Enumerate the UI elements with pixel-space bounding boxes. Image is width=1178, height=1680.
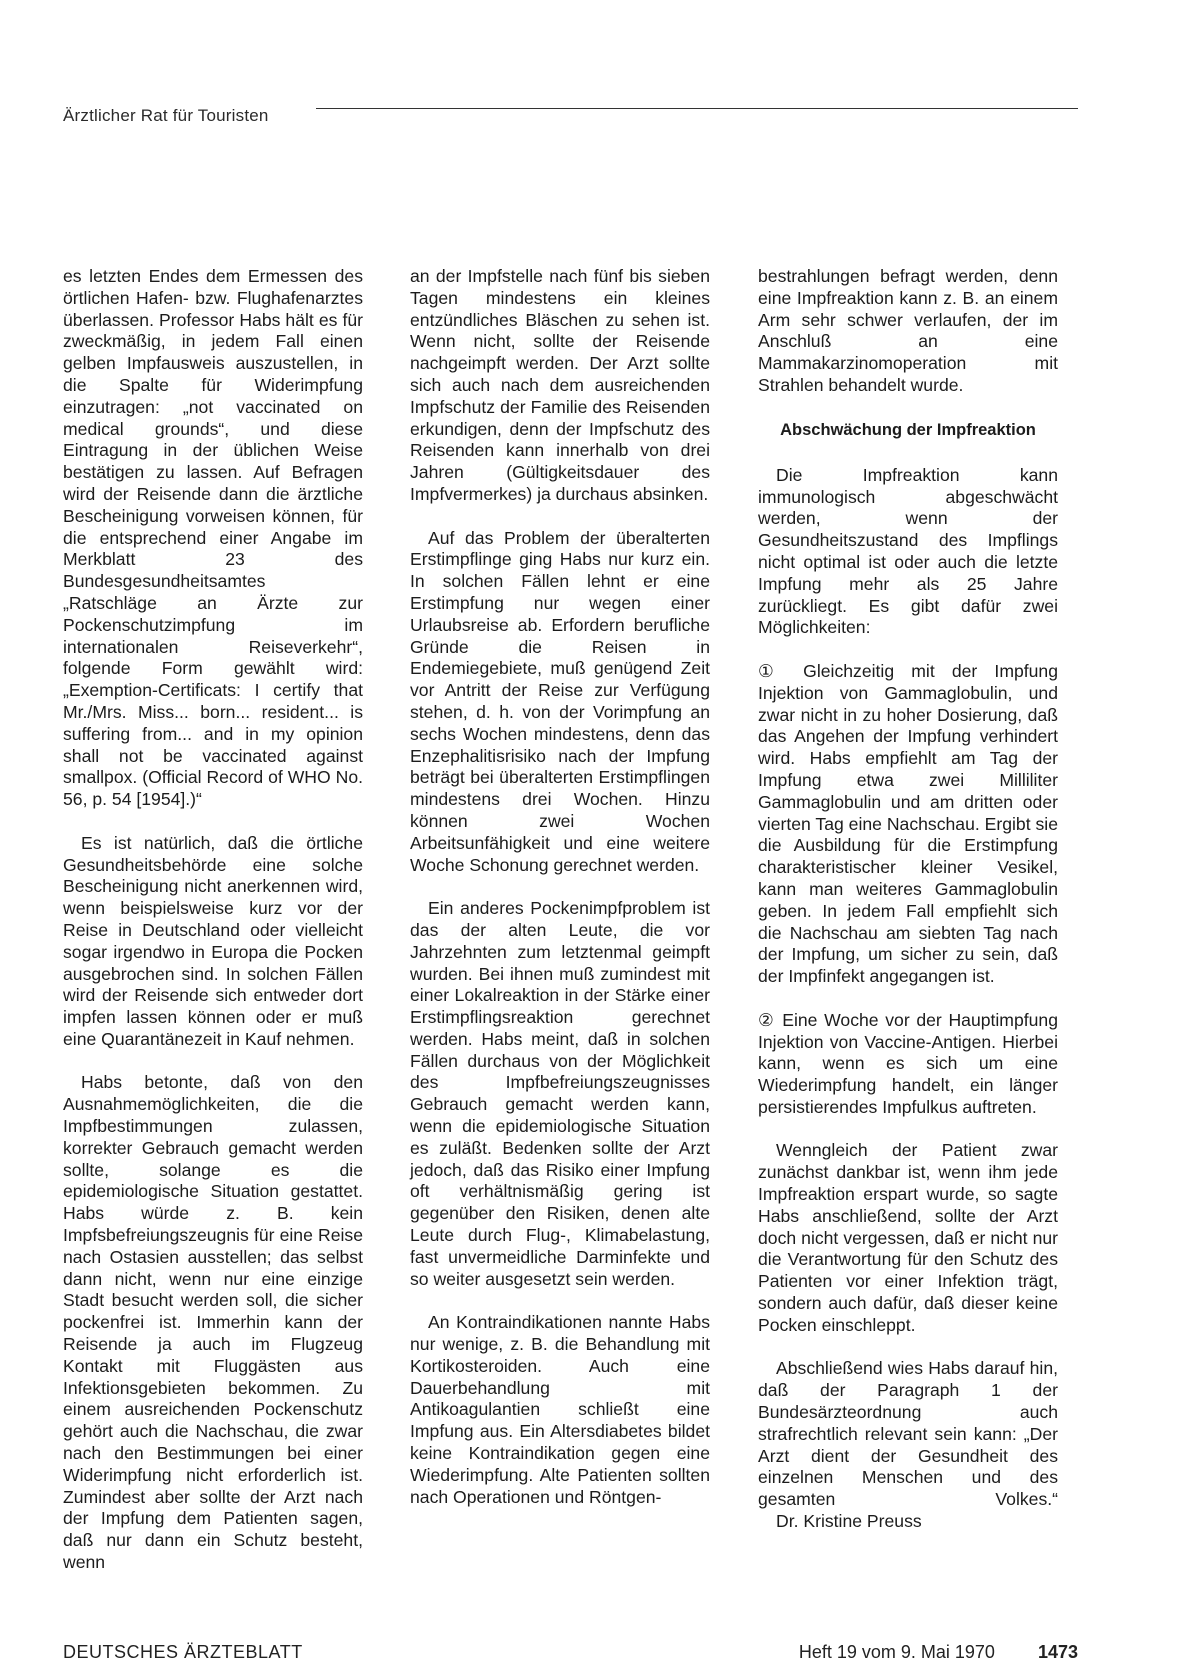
paragraph: ② Eine Woche vor der Hauptimpfung Injektion von Vaccine-Antigen. Hierbei kann, wenn es sich um eine Wiederimpfung handelt, ein länger persistierendes Impfulkus auftreten.: [758, 1009, 1058, 1117]
header-rule: [316, 108, 1078, 109]
footer-issue: Heft 19 vom 9. Mai 1970: [798, 1642, 995, 1662]
author-signature: Dr. Kristine Preuss: [776, 1511, 922, 1532]
column-1: [63, 266, 363, 1596]
page-number: 1473: [1037, 1642, 1078, 1662]
paragraph: Auf das Problem der überalterten Erstimpflinge ging Habs nur kurz ein. In solchen Fällen lehnt er eine Erstimpfung nur wegen einer Urlaubsreise ab. Erfordern berufliche Gründe die Reisen in Endemiegebiete, muß genügend Zeit vor Antritt der Reise zur Verfügung stehen, d. h. von der Vorimpfung an sechs Wochen mindestens, denn das Enzephalitisrisiko nach der Impfung beträgt bei überalterten Erstimpflingen mindestens drei Wochen. Hinzu können zwei Wochen Arbeitsunfähigkeit und eine weitere Woche Schonung gerechnet werden.: [410, 527, 710, 875]
footer-journal: DEUTSCHES ÄRZTEBLATT: [63, 1642, 303, 1662]
paragraph: Wenngleich der Patient zwar zunächst dankbar ist, wenn ihm jede Impfreaktion erspart wurde, so sagte Habs anschließend, sollte der Arzt doch nicht vergessen, daß er nicht nur die Verantwortung für den Schutz des Patienten vor einer Infektion trägt, sondern auch dafür, daß dieser keine Pocken einschleppt.: [758, 1140, 1058, 1335]
paragraph: bestrahlungen befragt werden, denn eine Impfreaktion kann z. B. an einem Arm sehr schwer verlaufen, der im Anschluß an eine Mammakarzinomoperation mit Strahlen behandelt wurde.: [758, 266, 1058, 395]
footer-issue-info: [799, 1642, 1078, 1663]
paragraph: Die Impfreaktion kann immunologisch abgeschwächt werden, wenn der Gesundheitszustand des Impflings nicht optimal ist oder auch die letzte Impfung mehr als 25 Jahre zurückliegt. Es gibt dafür zwei Möglichkeiten:: [758, 464, 1058, 638]
running-header-title: Ärztlicher Rat für Touristen: [63, 106, 269, 125]
paragraph: Es ist natürlich, daß die örtliche Gesundheitsbehörde eine solche Bescheinigung nicht anerkennen wird, wenn beispielsweise kurz vor der Reise in Deutschland oder vielleicht sogar irgendwo in Europa die Pocken ausgebrochen sind. In solchen Fällen wird der Reisende sich entweder dort impfen lassen können oder er muß eine Quarantänezeit in Kauf nehmen.: [63, 832, 363, 1049]
column-2: [410, 266, 710, 1530]
paragraph: ① Gleichzeitig mit der Impfung Injektion von Gammaglobulin, und zwar nicht in zu hoher Dosierung, daß das Angehen der Impfung verhindert wird. Habs empfiehlt am Tag der Impfung etwa zwei Milliliter Gammaglobulin und am dritten oder vierten Tag eine Nachschau. Ergibt sie die Ausbildung für die Erstimpfung charakteristischer kleiner Vesikel, kann man weiteres Gammaglobulin geben. In jedem Fall empfiehlt sich die Nachschau am siebten Tag nach der Impfung, um sicher zu sein, daß der Impfinfekt angegangen ist.: [758, 660, 1058, 987]
paragraph: an der Impfstelle nach fünf bis sieben Tagen mindestens ein kleines entzündliches Bläschen zu sehen ist. Wenn nicht, sollte der Reisende nachgeimpft werden. Der Arzt sollte sich auch nach dem ausreichenden Impfschutz der Familie des Reisenden erkundigen, denn der Impfschutz des Reisenden kann innerhalb von drei Jahren (Gültigkeitsdauer des Impfvermerkes) ja durchaus absinken.: [410, 266, 710, 504]
column-3: [758, 266, 1058, 1555]
paragraph: es letzten Endes dem Ermessen des örtlichen Hafen- bzw. Flughafenarztes überlassen. Professor Habs hält es für zweckmäßig, in jedem Fall einen gelben Impfausweis auszustellen, in die Spalte für Widerimpfung einzutragen: „not vaccinated on medical grounds“, und diese Eintragung in der üblichen Weise bestätigen zu lassen. Auf Befragen wird der Reisende dann die ärztliche Bescheinigung vorweisen können, für die entsprechend einer Angabe im Merkblatt 23 des Bundesgesundheitsamtes „Ratschläge an Ärzte zur Pockenschutzimpfung im internationalen Reiseverkehr“, folgende Form gewählt wird: „Exemption-Certificats: I certify that Mr./Mrs. Miss... born... resident... is suffering from... and in my opinion shall not be vaccinated against smallpox. (Official Record of WHO No. 56, p. 54 [1954].)“: [63, 266, 363, 810]
closing-paragraph: [758, 1358, 1058, 1532]
closing-text: Abschließend wies Habs darauf hin, daß der Paragraph 1 der Bundesärzteordnung auch strafrechtlich relevant sein kann: „Der Arzt dient der Gesundheit des einzelnen Menschen und des gesamten Volkes.“: [758, 1358, 1058, 1510]
section-heading: Abschwächung der Impfreaktion: [780, 420, 1036, 439]
paragraph: Ein anderes Pockenimpfproblem ist das der alten Leute, die vor Jahrzehnten zum letztenmal geimpft wurden. Bei ihnen muß zumindest mit einer Lokalreaktion in der Stärke einer Erstimpflingsreaktion gerechnet werden. Habs meint, daß in solchen Fällen durchaus von der Möglichkeit des Impfbefreiungszeugnisses Gebrauch gemacht werden kann, wenn die epidemiologische Situation es zuläßt. Bedenken sollte der Arzt jedoch, daß das Risiko einer Impfung oft verhältnismäßig gering ist gegenüber den Risiken, denen alte Leute durch Flug-, Klimabelastung, fast unvermeidliche Darminfekte und so weiter ausgesetzt sein werden.: [410, 898, 710, 1289]
paragraph: Habs betonte, daß von den Ausnahmemöglichkeiten, die die Impfbestimmungen zulassen, korrekter Gebrauch gemacht werden sollte, solange es die epidemiologische Situation gestattet. Habs würde z. B. kein Impfsbefreiungszeugnis für eine Reise nach Ostasien ausstellen; das selbst dann nicht, wenn nur eine einzige Stadt besucht werden soll, die sicher pockenfrei ist. Immerhin kann der Reisende ja auch im Flugzeug Kontakt mit Fluggästen aus Infektionsgebieten bekommen. Zu einem ausreichenden Pockenschutz gehört auch die Nachschau, die zwar nach den Bestimmungen bei einer Widerimpfung nicht erforderlich ist. Zumindest aber sollte der Arzt nach der Impfung dem Patienten sagen, daß nur dann ein Schutz besteht, wenn: [63, 1072, 363, 1573]
paragraph: An Kontraindikationen nannte Habs nur wenige, z. B. die Behandlung mit Kortikosteroiden. Auch eine Dauerbehandlung mit Antikoagulantien schließt eine Impfung aus. Ein Altersdiabetes bildet keine Kontraindikation gegen eine Wiederimpfung. Alte Patienten sollten nach Operationen und Röntgen-: [410, 1312, 710, 1507]
